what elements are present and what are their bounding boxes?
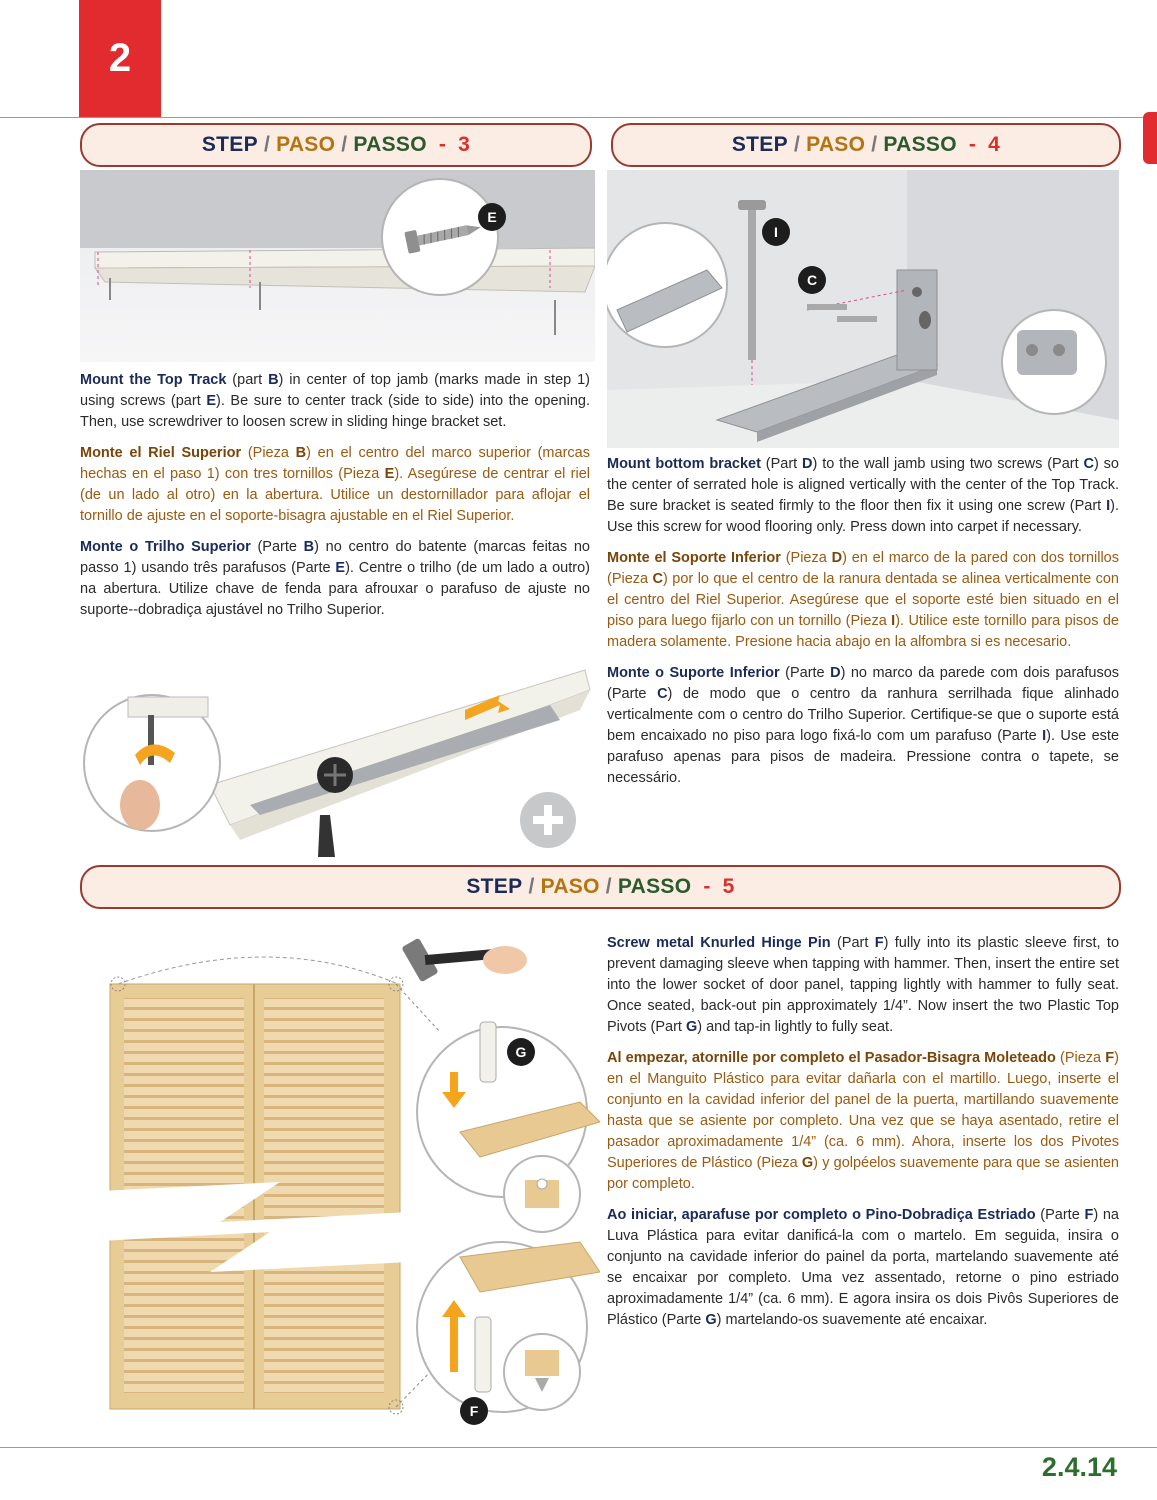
step-4-header [611, 123, 1121, 167]
part-ref: G [705, 1312, 717, 1328]
step-4-pt-heading: Monte o Suporte Inferior [607, 665, 780, 681]
part-ref: G [801, 1155, 814, 1171]
step-word-en: STEP [731, 133, 788, 156]
step-dash: - [438, 133, 447, 156]
step-word-pt: PASSO [883, 133, 957, 156]
text-run: (Part [830, 935, 875, 951]
step-dash: - [968, 133, 977, 156]
step-word-es: PASO [806, 133, 866, 156]
text-run: ) fully into its plastic sleeve first, to prevent damaging sleeve when tapping with hammer. Then, insert the entire set into the lower socket of door panel, tapping lightly with hammer to fully seat. Once seated, back-out pin approximately 1/4”. Now insert the two Plastic Top Pivots (Part [607, 935, 1120, 1035]
text-run: ) no centro do batente (marcas feitas no passo 1) usando três parafusos (Parte [80, 539, 590, 576]
step-5-text-es [607, 1048, 1119, 1195]
header-rule [0, 117, 1157, 118]
step-number: 5 [722, 875, 735, 898]
text-run: ). Use this screw for wood flooring only. Press down into carpet if necessary. [607, 498, 1119, 535]
section-number-badge [79, 0, 161, 117]
text-run: ) en el marco de la pared con dos tornillos (Pieza [607, 550, 1120, 587]
part-ref: D [830, 665, 841, 681]
step-word-en: STEP [466, 875, 523, 898]
step-3-es-heading: Monte el Riel Superior [80, 445, 242, 461]
step-4-instructions [607, 454, 1119, 789]
part-i-label: I [774, 224, 778, 240]
step-4-text-pt [607, 663, 1119, 789]
text-run: ) and tap-in lightly to fully seat. [697, 1019, 894, 1035]
step-word-pt: PASSO [617, 875, 692, 898]
text-run: (Parte [250, 539, 304, 555]
text-run: ) y golpéelos suavemente para que se asienten por completo. [607, 1155, 1119, 1192]
part-ref: F [1084, 1207, 1094, 1223]
part-ref: E [335, 560, 346, 576]
text-run: ) por lo que el centro de la ranura dentada se alinea verticalmente con el centro del Riel Superior. Asegúrese que el soporte esté bien situado en el piso para luego fijarlo con un tornillo (Pieza [607, 571, 1119, 629]
part-i-badge [762, 218, 790, 246]
text-run: ). Use este parafuso apenas para pisos de madeira. Pressione contra o tapete, se necessário. [607, 728, 1120, 786]
part-ref: B [295, 445, 307, 461]
step-word-en: STEP [201, 133, 258, 156]
step-number: 3 [458, 133, 471, 156]
text-run: ) so the center of serrated hole is aligned vertically with the center of the Top Track. Be sure bracket is seated firmly to the floor then fix it using one screw (Part [607, 456, 1120, 514]
step-3-instructions [80, 370, 590, 621]
text-run: ) to the wall jamb using two screws (Part [812, 456, 1084, 472]
step-separator: / [871, 133, 878, 156]
part-c-badge [798, 266, 826, 294]
step-4-bottom-bracket-illustration [607, 170, 1119, 448]
step-separator: / [605, 875, 612, 898]
part-e-badge [478, 203, 506, 231]
step-3-pt-heading: Monte o Trilho Superior [80, 539, 251, 555]
part-ref: F [874, 935, 884, 951]
step-separator: / [341, 133, 348, 156]
text-run: (part [226, 372, 269, 388]
part-ref: B [268, 372, 279, 388]
text-run: ) na Luva Plástica para evitar danificá-la com o martelo. Em seguida, insira o conjunto na cavidade inferior do painel da porta, martelando suavemente até se encaixar por completo. Uma vez assentado, retorne o pino estriado aproximadamente 1/4” (ca. 6 mm). E agora insira os dois Pivôs Superiores de Plástico (Parte [607, 1207, 1119, 1328]
step-3-header [80, 123, 592, 167]
text-run: (Part [760, 456, 803, 472]
text-run: ) en el Manguito Plástico para evitar dañarla con el martillo. Luego, inserte el conjunto en la cavidad inferior del panel de la puerta, martillando suavemente hasta que se asiente por completo. Una vez que se haya asentado, retire el pasador aproximadamente 1/4” (ca. 6 mm). Ahora, inserte los dos Pivotes Superiores de Plástico (Pieza [607, 1050, 1119, 1171]
side-tab-marker [1143, 112, 1157, 164]
step-4-es-heading: Monte el Soporte Inferior [607, 550, 781, 566]
text-run: (Parte [779, 665, 831, 681]
part-e-label: E [487, 209, 497, 225]
step-5-header [80, 865, 1121, 909]
text-run: (Parte [1035, 1207, 1085, 1223]
part-g-badge [507, 1038, 535, 1066]
step-5-pt-heading: Ao iniciar, aparafuse por completo o Pino-Dobradiça Estriado [607, 1207, 1036, 1223]
part-ref: F [1105, 1050, 1115, 1066]
part-ref: G [685, 1019, 698, 1035]
section-number: 2 [108, 36, 132, 80]
step-word-pt: PASSO [353, 133, 427, 156]
text-run: ) no marco da parede com dois parafusos (Parte [607, 665, 1120, 702]
step-4-en-heading: Mount bottom bracket [607, 456, 761, 472]
footer-rule [0, 1447, 1157, 1448]
part-ref: C [657, 686, 668, 702]
step-separator: / [263, 133, 271, 156]
part-ref: I [1106, 498, 1111, 514]
step-5-en-heading: Screw metal Knurled Hinge Pin [607, 935, 831, 951]
step-word-es: PASO [540, 875, 600, 898]
part-g-label: G [515, 1044, 527, 1060]
step-3-top-track-illustration [80, 170, 595, 362]
text-run: ) de modo que o centro da ranhura serrilhada fique alinhado verticalmente com o centro do Trilho Superior. Certifique-se que o suporte está bem encaixado no piso para logo fixá-lo com um parafuso (Parte [607, 686, 1120, 744]
part-ref: I [1042, 728, 1047, 744]
step-4-text-es [607, 548, 1119, 653]
step-5-instructions [607, 933, 1119, 1331]
step-5-es-heading: Al empezar, atornille por completo el Pasador-Bisagra Moleteado [607, 1050, 1056, 1066]
part-ref: D [831, 550, 843, 566]
text-run: ) martelando-os suavemente até encaixar. [716, 1312, 988, 1328]
part-ref: B [303, 539, 315, 555]
step-5-door-pivot-illustration [80, 922, 600, 1442]
step-3-en-heading: Mount the Top Track [80, 372, 227, 388]
text-run: ). Centre o trilho (de um lado a outro) na abertura. Utilize chave de fenda para afrouxar o parafuso de ajuste no suporte--dobradiça ajustável no Trilho Superior. [80, 560, 590, 618]
text-run: (Pieza [780, 550, 832, 566]
step-3-text-pt [80, 537, 590, 621]
step-separator: / [528, 875, 535, 898]
step-3-text-es [80, 443, 590, 527]
part-ref: C [1083, 456, 1094, 472]
part-ref: I [891, 613, 896, 629]
part-f-badge [460, 1397, 488, 1425]
step-3-text-en [80, 370, 590, 433]
page-number: 2.4.14 [1041, 1452, 1117, 1482]
text-run: (Pieza [241, 445, 296, 461]
text-run: ). Asegúrese de centrar el riel (de un lado al otro) en la abertura. Utilice un destornillador para aflojar el tornillo de ajuste en el soporte-bisagra ajustable en el Riel Superior. [80, 466, 590, 524]
part-f-label: F [469, 1403, 479, 1419]
step-5-text-en [607, 933, 1119, 1038]
text-run: (Pieza [1055, 1050, 1106, 1066]
part-c-label: C [806, 272, 818, 288]
part-ref: E [384, 466, 395, 482]
step-dash: - [703, 875, 711, 898]
part-ref: E [206, 393, 216, 409]
step-word-es: PASO [276, 133, 336, 156]
part-ref: C [652, 571, 664, 587]
part-ref: D [802, 456, 813, 472]
text-run: ) in center of top jamb (marks made in step 1) using screws (part [80, 372, 591, 409]
step-number: 4 [988, 133, 1001, 156]
step-5-text-pt [607, 1205, 1119, 1331]
text-run: ). Be sure to center track (side to side) into the opening. Then, use screwdriver to loosen screw in sliding hinge bracket set. [80, 393, 590, 430]
step-3-loosen-screw-illustration [80, 665, 595, 860]
step-separator: / [793, 133, 801, 156]
text-run: ) en el centro del marco superior (marcas hechas en el paso 1) con tres tornillos (Pieza [80, 445, 590, 482]
step-4-text-en [607, 454, 1119, 538]
text-run: ). Utilice este tornillo para pisos de madera solamente. Presione hacia abajo en la alfombra si es necesario. [607, 613, 1119, 650]
